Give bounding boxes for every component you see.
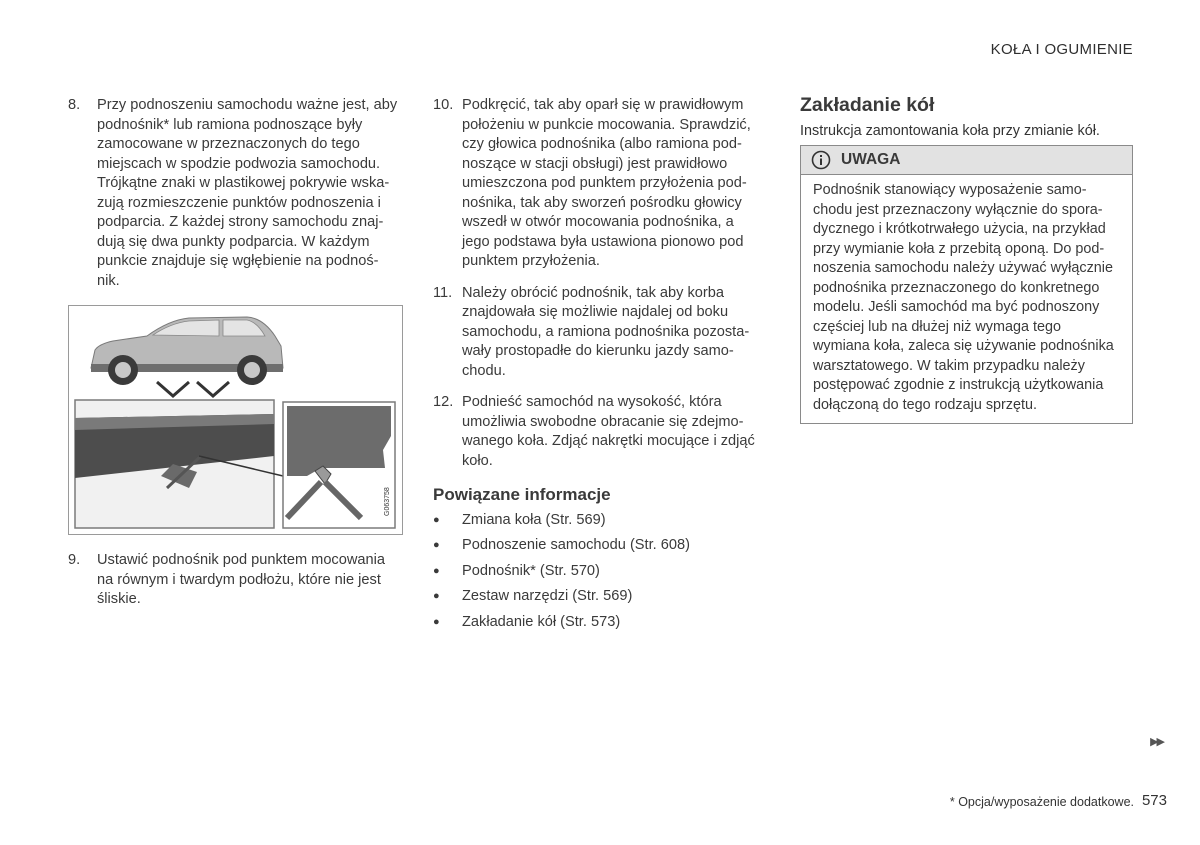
info-icon <box>811 150 831 170</box>
double-arrow-right-icon: ▶▶ <box>1150 736 1163 748</box>
step-number: 12. <box>433 394 454 410</box>
step-9 <box>68 551 408 610</box>
column-middle <box>433 96 773 635</box>
step-11 <box>433 284 773 382</box>
jack-illustration <box>68 305 403 535</box>
related-info-title: Powiązane informacje <box>433 485 611 504</box>
bullet-icon: ● <box>433 615 440 628</box>
step-number: 9. <box>68 552 81 568</box>
step-text: Podkręcić, tak aby oparł się w prawidłowym położeniu w punkcie mocowania. Sprawdzić, czy głowica podnośnika (albo ramiona pod- noszące w stacji obsługi) jest prawidłowo umieszczona pod punktem przyłożenia pod- nośnika, tak aby sworzeń pośrodku głowicy wszedł w otwór mocowania podnośnika, a jego podstawa była ustawiona pionowo pod punktem przyłożenia. <box>462 97 751 269</box>
jack-head-closeup <box>283 402 395 528</box>
warning-label: UWAGA <box>841 151 901 169</box>
step-number: 10. <box>433 97 454 113</box>
column-right <box>800 96 1133 424</box>
page-number: 573 <box>1141 792 1167 809</box>
related-links <box>433 508 773 636</box>
sill-closeup <box>75 400 274 528</box>
column-left <box>68 96 408 610</box>
related-link[interactable]: ● Zakładanie kół (Str. 573) <box>433 610 773 636</box>
related-link[interactable]: ● Podnoszenie samochodu (Str. 608) <box>433 533 773 559</box>
related-link[interactable]: ● Zestaw narzędzi (Str. 569) <box>433 584 773 610</box>
section-heading: Zakładanie kół <box>800 94 935 116</box>
bullet-icon: ● <box>433 564 440 577</box>
step-text: Ustawić podnośnik pod punktem mocowania na równym i twardym podłożu, które nie jest śliskie. <box>97 552 385 607</box>
step-10 <box>433 96 773 272</box>
figure-code: G063758 <box>384 487 391 516</box>
step-8 <box>68 96 408 291</box>
step-text: Podnieść samochód na wysokość, która umożliwia swobodne obracanie się zdejmo- wanego koła. Zdjąć nakrętki mocujące i zdjąć koło. <box>462 394 755 469</box>
step-number: 8. <box>68 97 81 113</box>
footnote: * Opcja/wyposażenie dodatkowe. <box>949 795 1134 809</box>
step-text: Przy podnoszeniu samochodu ważne jest, aby podnośnik* lub ramiona podnoszące były zamocowane w przeznaczonych do tego miejscach w spodzie podwozia samochodu. Trójkątne znaki w plastikowej pokrywie wska- zują rozmieszczenie punktów podnoszenia i podparcia. Z każdej strony samochodu znaj- dują się dwa punkty podparcia. W każdym punkcie znajduje się wgłębienie na podnoś- nik. <box>97 97 398 289</box>
step-text: Należy obrócić podnośnik, tak aby korba znajdowała się możliwie najdalej od boku samochodu, a ramiona podnośnika pozosta- wały prostopadłe do kierunku jazdy samo- chodu. <box>462 284 750 379</box>
warning-text: Podnośnik stanowiący wyposażenie samo- chodu jest przeznaczony wyłącznie do spora- dycznego i krótkotrwałego użycia, na przykład przy wymianie koła z przebitą oponą. Do pod- noszenia samochodu należy używać wyłącznie podnośnika przeznaczonego do konkretnego modelu. Jeśli samochód ma być podnoszony częściej lub na dłużej niż wymaga tego wymiana koła, zaleca się używanie podnośnika warsztatowego. W takim przypadku należy postępować zgodnie z instrukcją użytkowania dołączoną do tego rodzaju sprzętu. <box>813 182 1114 413</box>
car-side-view <box>91 317 283 385</box>
step-12 <box>433 393 773 471</box>
section-title: KOŁA I OGUMIENIE <box>990 41 1133 58</box>
related-link[interactable]: ● Podnośnik* (Str. 570) <box>433 559 773 585</box>
section-subtitle: Instrukcja zamontowania koła przy zmianie kół. <box>800 122 1100 139</box>
step-number: 11. <box>433 284 453 301</box>
bullet-icon: ● <box>433 590 440 602</box>
bullet-icon: ● <box>433 539 440 551</box>
warning-box <box>800 145 1133 424</box>
related-link[interactable]: ● Zmiana koła (Str. 569) <box>433 508 773 534</box>
warning-header <box>801 146 1132 175</box>
bullet-icon: ● <box>433 513 440 526</box>
car-jack-diagram <box>69 306 402 534</box>
